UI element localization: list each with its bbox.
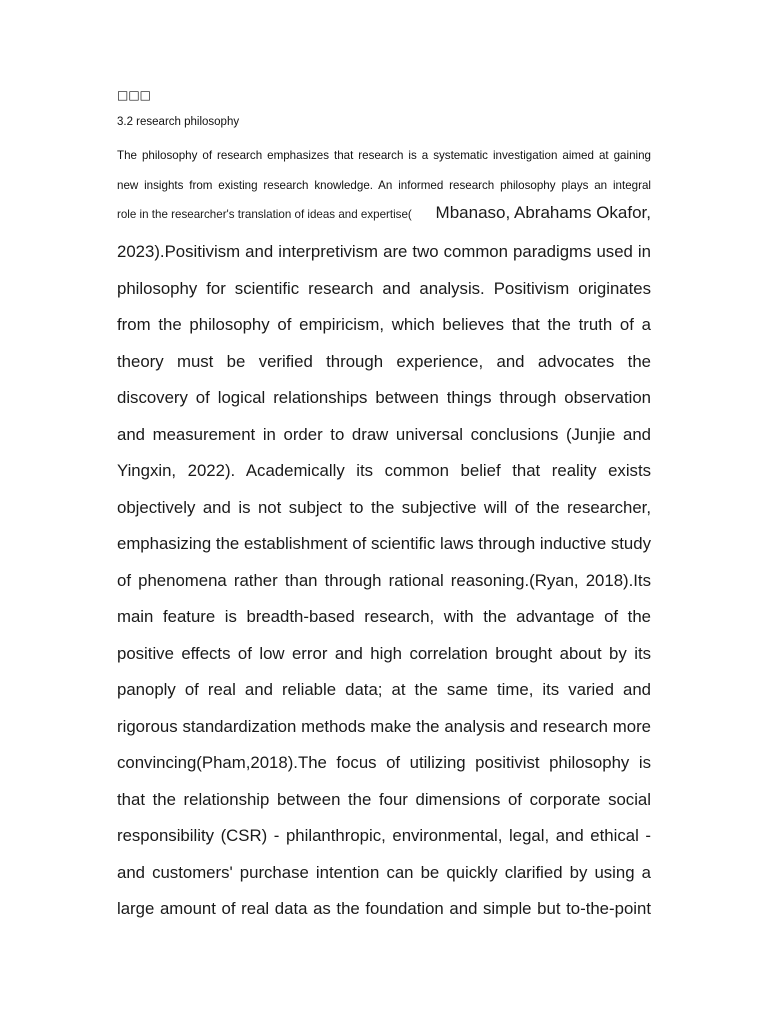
paragraph-line: from the philosophy of empiricism, which believes that the truth of a bbox=[117, 315, 651, 334]
paragraph-line: discovery of logical relationships between things through observation bbox=[117, 388, 651, 407]
paragraph-line: rigorous standardization methods make the analysis and research more bbox=[117, 716, 651, 736]
paragraph-line: emphasizing the establishment of scientific laws through inductive study bbox=[117, 534, 651, 553]
citation-authors: Mbanaso, Abrahams Okafor, bbox=[435, 203, 651, 222]
paragraph-line: theory must be verified through experience, and advocates the bbox=[117, 351, 651, 371]
paragraph-line: and measurement in order to draw universal conclusions (Junjie and bbox=[117, 424, 651, 444]
paragraph-line: philosophy for scientific research and analysis. Positivism originates bbox=[117, 278, 651, 298]
paragraph-line: responsibility (CSR) - philanthropic, environmental, legal, and ethical - bbox=[117, 826, 651, 845]
paragraph-line: The philosophy of research emphasizes that research is a systematic investigation aimed at gaining bbox=[117, 149, 651, 162]
paragraph-line: 2023).Positivism and interpretivism are two common paradigms used in bbox=[117, 242, 651, 261]
paragraph-line: panoply of real and reliable data; at the same time, its varied and bbox=[117, 680, 651, 699]
section-heading: 3.2 research philosophy bbox=[117, 116, 240, 128]
paragraph-line: that the relationship between the four dimensions of corporate social bbox=[117, 789, 651, 809]
paragraph-line: new insights from existing research knowledge. An informed research philosophy plays an integral bbox=[117, 179, 651, 192]
paragraph-line: main feature is breadth-based research, with the advantage of the bbox=[117, 607, 651, 626]
intro-small-paragraph bbox=[117, 141, 651, 201]
document-page bbox=[117, 0, 651, 1024]
paragraph-line: and customers' purchase intention can be quickly clarified by using a bbox=[117, 862, 651, 882]
paragraph-line-small-part: role in the researcher's translation of ideas and expertise( bbox=[117, 208, 412, 221]
paragraph-line: large amount of real data as the foundation and simple but to-the-point bbox=[117, 899, 651, 918]
garbled-title-glyphs: □□□ bbox=[117, 88, 152, 102]
body-paragraph bbox=[117, 234, 651, 928]
mixed-size-line bbox=[117, 203, 651, 233]
paragraph-line: objectively and is not subject to the subjective will of the researcher, bbox=[117, 497, 651, 517]
paragraph-line: convincing(Pham,2018).The focus of utilizing positivist philosophy is bbox=[117, 753, 651, 772]
paragraph-line: of phenomena rather than through rational reasoning.(Ryan, 2018).Its bbox=[117, 570, 651, 590]
paragraph-line: Yingxin, 2022). Academically its common belief that reality exists bbox=[117, 461, 651, 480]
paragraph-line: positive effects of low error and high correlation brought about by its bbox=[117, 643, 651, 663]
